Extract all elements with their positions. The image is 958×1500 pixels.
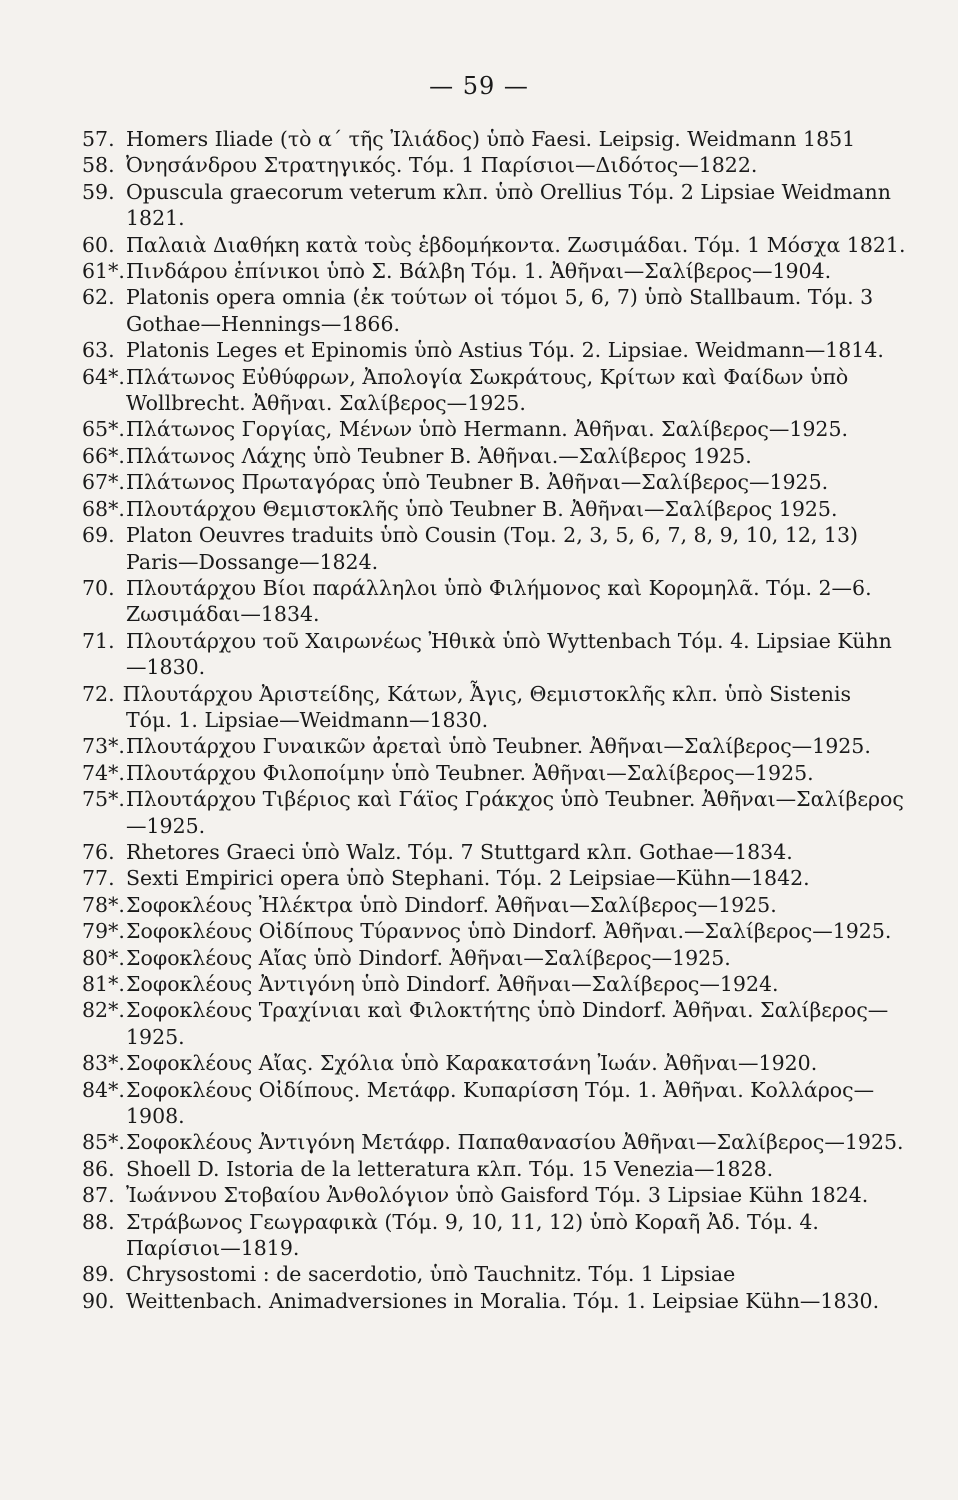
entry-text: Πλουτάρχου Τιβέριος καὶ Γάϊος Γράκχος ὑπὸ Teubner. Ἀθῆναι—Σαλίβερος—1925. [126, 787, 904, 838]
entry-text: Πλάτωνος Λάχης ὑπὸ Teubner B. Ἀθῆναι.—Σαλίβερος 1925. [126, 443, 752, 468]
bibliography-entry [82, 1050, 912, 1076]
bibliography-entry [82, 733, 912, 759]
bibliography-entry [82, 892, 912, 918]
entry-text: Πλουτάρχου τοῦ Χαιρωνέως Ἠθικὰ ὑπὸ Wyttenbach Τόμ. 4. Lipsiae Kühn—1830. [126, 628, 892, 680]
entry-text: Πλουτάρχου Θεμιστοκλῆς ὑπὸ Teubner B. Ἀθῆναι—Σαλίβερος 1925. [126, 496, 838, 521]
entry-text: Σοφοκλέους Ἠλέκτρα ὑπὸ Dindorf. Ἀθῆναι—Σαλίβερος—1925. [126, 892, 777, 917]
bibliography-entry [82, 681, 912, 734]
bibliography-entry [82, 997, 912, 1050]
entry-number: 75*. [82, 787, 125, 812]
entry-text: Ἰωάννου Στοβαίου Ἀνθολόγιον ὑπὸ Gaisford Τόμ. 3 Lipsiae Kühn 1824. [126, 1183, 869, 1208]
entry-text: Σοφοκλέους Οἰδίπους Τύραννος ὑπὸ Dindorf. Ἀθῆναι.—Σαλίβερος—1925. [126, 919, 892, 944]
entry-text: Homers Iliade (τὸ α΄ τῆς Ἰλιάδος) ὑπὸ Faesi. Leipsig. Weidmann 1851 [126, 127, 856, 151]
entry-number: 68*. [82, 496, 125, 521]
entry-text: Sexti Empirici opera ὑπὸ Stephani. Τόμ. 2 Leipsiae—Kühn—1842. [126, 866, 810, 891]
entry-number: 62. [82, 285, 115, 310]
entry-number: 74*. [82, 760, 125, 785]
entry-text: Πλάτωνος Εὐθύφρων, Ἀπολογία Σωκράτους, Κρίτων καὶ Φαίδων ὑπὸ Wollbrecht. Ἀθῆναι. Σαλίβερος—1925. [126, 364, 849, 416]
entry-number: 82*. [82, 998, 125, 1023]
bibliography-entry [82, 1077, 912, 1130]
bibliography-entry [82, 469, 912, 495]
entry-number: 65*. [82, 417, 125, 442]
entry-number: 70. [82, 575, 115, 600]
entry-text: Σοφοκλέους Ἀντιγόνη ὑπὸ Dindorf. Ἀθῆναι—Σαλίβερος—1924. [126, 972, 779, 996]
bibliography-entry [82, 284, 912, 337]
entry-text: Παλαιὰ Διαθήκη κατὰ τοὺς ἑβδομήκοντα. Ζωσιμάδαι. Τόμ. 1 Μόσχα 1821. [126, 232, 906, 257]
entry-number: 73*. [82, 734, 125, 759]
bibliography-entry [82, 1261, 912, 1287]
entry-number: 84*. [82, 1077, 125, 1102]
entry-text: Ὀνησάνδρου Στρατηγικός. Τόμ. 1 Παρίσιοι—Διδότος—1822. [126, 153, 758, 178]
entry-text: Σοφοκλέους Οἰδίπους. Μετάφρ. Κυπαρίσση Τόμ. 1. Ἀθῆναι. Κολλάρος—1908. [126, 1077, 875, 1129]
bibliography-entry [82, 1209, 912, 1262]
entry-text: Πλάτωνος Γοργίας, Μένων ὑπὸ Hermann. Ἀθῆναι. Σαλίβερος—1925. [126, 417, 849, 442]
bibliography-entry [82, 1182, 912, 1208]
bibliography-entry [82, 1288, 912, 1314]
entry-text: Platon Oeuvres traduits ὑπὸ Cousin (Τομ. 2, 3, 5, 6, 7, 8, 9, 10, 12, 13) Paris—Dossange—1824. [126, 523, 859, 574]
bibliography-entry [82, 258, 912, 284]
bibliography-entry [82, 126, 912, 152]
entry-text: Weittenbach. Animadversiones in Moralia. Τόμ. 1. Leipsiae Kühn—1830. [126, 1288, 880, 1313]
entry-text: Πλουτάρχου Γυναικῶν ἀρεταὶ ὑπὸ Teubner. Ἀθῆναι—Σαλίβερος—1925. [126, 734, 871, 759]
entry-number: 58. [82, 153, 115, 178]
entry-number: 87. [82, 1183, 115, 1208]
entry-number: 63. [82, 338, 115, 363]
entry-number: 76. [82, 839, 115, 864]
entry-number: 61*. [82, 259, 125, 284]
bibliography-entry [82, 443, 912, 469]
bibliography-entry [82, 232, 912, 258]
bibliography-entry [82, 918, 912, 944]
bibliography-entry [82, 416, 912, 442]
bibliography-list [82, 126, 912, 1314]
entry-text: Chrysostomi : de sacerdotio, ὑπὸ Tauchnitz. Τόμ. 1 Lipsiae [126, 1262, 736, 1287]
entry-text: Opuscula graecorum veterum κλπ. ὑπὸ Orellius Τόμ. 2 Lipsiae Weidmann 1821. [126, 179, 891, 231]
entry-text: Σοφοκλέους Ἀντιγόνη Μετάφρ. Παπαθανασίου Ἀθῆναι—Σαλίβερος—1925. [126, 1130, 904, 1155]
entry-text: Σοφοκλέους Αἴας. Σχόλια ὑπὸ Καρακατσάνη Ἰωάν. Ἀθῆναι—1920. [126, 1051, 818, 1076]
entry-text: Platonis opera omnia (ἐκ τούτων οἱ τόμοι 5, 6, 7) ὑπὸ Stallbaum. Τόμ. 3 Gothae—Hennings—1866. [126, 285, 874, 336]
entry-number: 67*. [82, 470, 125, 495]
bibliography-entry [82, 760, 912, 786]
bibliography-entry [82, 945, 912, 971]
entry-text: Shoell D. Istoria de la letteratura κλπ. Τόμ. 15 Venezia—1828. [126, 1156, 774, 1181]
bibliography-entry [82, 152, 912, 178]
entry-number: 69. [82, 523, 115, 548]
entry-number: 80*. [82, 945, 125, 970]
bibliography-entry [82, 786, 912, 839]
entry-text: Πλουτάρχου Ἀριστείδης, Κάτων, Ἆγις, Θεμιστοκλῆς κλπ. ὑπὸ Sistenis [122, 681, 852, 706]
entry-number: 88. [82, 1209, 115, 1234]
bibliography-entry [82, 522, 912, 575]
bibliography-entry [82, 628, 912, 681]
bibliography-entry [82, 865, 912, 891]
entry-number: 72. [82, 681, 115, 706]
entry-number: 79*. [82, 919, 125, 944]
entry-number: 86. [82, 1156, 115, 1181]
bibliography-entry [82, 1156, 912, 1182]
entry-text: Σοφοκλέους Τραχίνιαι καὶ Φιλοκτήτης ὑπὸ Dindorf. Ἀθῆναι. Σαλίβερος—1925. [126, 998, 889, 1049]
bibliography-entry [82, 496, 912, 522]
entry-number: 78*. [82, 892, 125, 917]
entry-number: 66*. [82, 443, 125, 468]
entry-number: 64*. [82, 364, 125, 389]
entry-number: 57. [82, 127, 115, 151]
bibliography-entry [82, 179, 912, 232]
bibliography-entry [82, 337, 912, 363]
entry-text: Πινδάρου ἐπίνικοι ὑπὸ Σ. Βάλβη Τόμ. 1. Ἀθῆναι—Σαλίβερος—1904. [126, 259, 832, 284]
entry-number: 89. [82, 1262, 115, 1287]
entry-text: Platonis Leges et Epinomis ὑπὸ Astius Τόμ. 2. Lipsiae. Weidmann—1814. [126, 338, 884, 363]
bibliography-entry [82, 364, 912, 417]
entry-text: Σοφοκλέους Αἴας ὑπὸ Dindorf. Ἀθῆναι—Σαλίβερος—1925. [126, 945, 731, 970]
entry-number: 59. [82, 179, 115, 204]
entry-text: Πλουτάρχου Φιλοποίμην ὑπὸ Teubner. Ἀθῆναι—Σαλίβερος—1925. [126, 760, 814, 785]
entry-number: 81*. [82, 972, 125, 996]
bibliography-entry [82, 971, 912, 997]
entry-text: Rhetores Graeci ὑπὸ Walz. Τόμ. 7 Stuttgard κλπ. Gothae—1834. [126, 839, 793, 864]
entry-text: Στράβωνος Γεωγραφικὰ (Τόμ. 9, 10, 11, 12) ὑπὸ Κοραῆ Ἀδ. Τόμ. 4. Παρίσιοι—1819. [126, 1209, 819, 1261]
entry-number: 60. [82, 232, 115, 257]
bibliography-entry [82, 1129, 912, 1155]
entry-number: 90. [82, 1288, 115, 1313]
entry-continuation: Τόμ. 1. Lipsiae—Weidmann—1830. [126, 707, 489, 732]
bibliography-entry [82, 839, 912, 865]
page-number: — 59 — [429, 72, 529, 100]
entry-text: Πλουτάρχου Βίοι παράλληλοι ὑπὸ Φιλήμονος καὶ Κορομηλᾶ. Τόμ. 2—6. Ζωσιμάδαι—1834. [126, 575, 872, 627]
entry-number: 77. [82, 866, 115, 891]
entry-number: 83*. [82, 1051, 125, 1076]
entry-number: 85*. [82, 1130, 125, 1155]
bibliography-entry [82, 575, 912, 628]
entry-text: Πλάτωνος Πρωταγόρας ὑπὸ Teubner B. Ἀθῆναι—Σαλίβερος—1925. [126, 470, 829, 495]
entry-number: 71. [82, 628, 115, 653]
